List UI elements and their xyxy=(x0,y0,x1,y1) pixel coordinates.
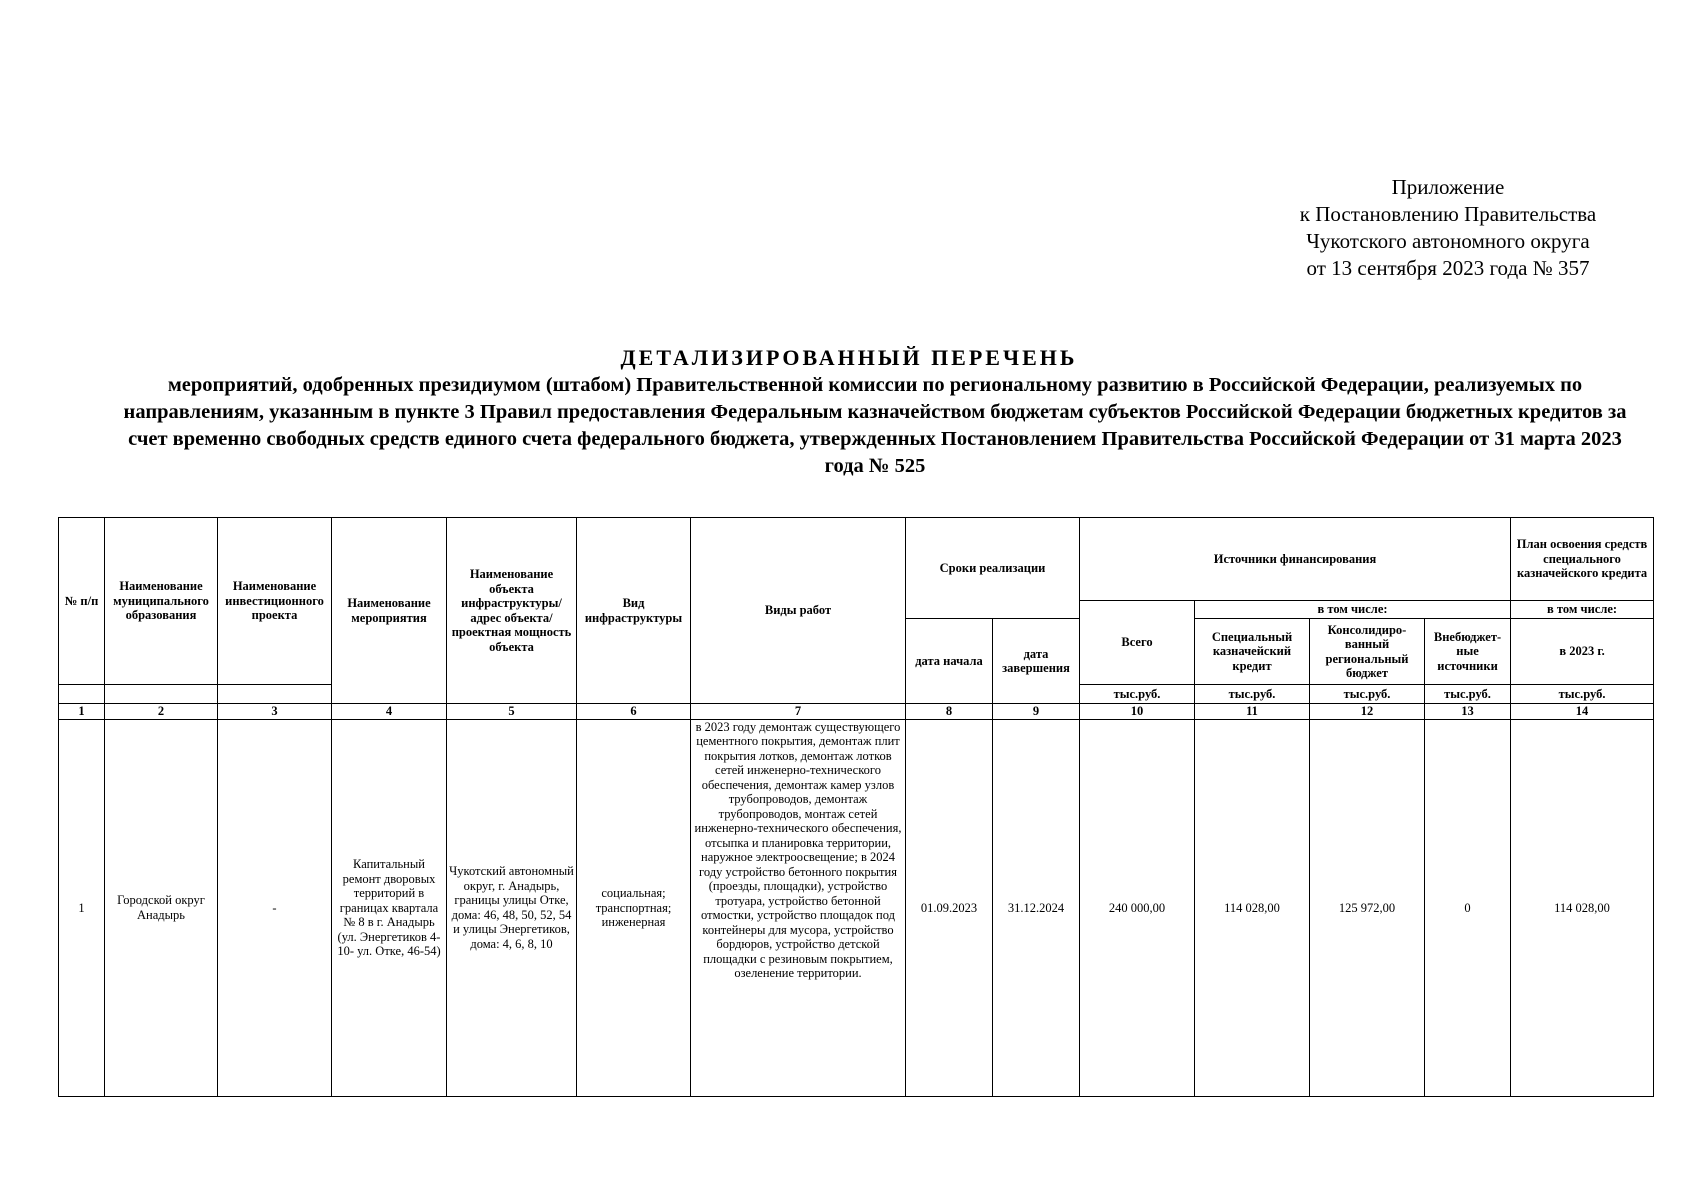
header-sources: Источники финансирования xyxy=(1080,518,1511,601)
header-special-credit: Специальный казначейский кредит xyxy=(1195,619,1310,685)
header-empty-cell xyxy=(105,685,218,704)
column-number: 11 xyxy=(1195,704,1310,720)
header-year-2023: в 2023 г. xyxy=(1511,619,1654,685)
column-number: 12 xyxy=(1310,704,1425,720)
column-number: 14 xyxy=(1511,704,1654,720)
appendix-block xyxy=(1268,174,1628,282)
document-subtitle: мероприятий, одобренных президиумом (штабом) Правительственной комиссии по региональному развитию в Российской Федерации, реализуемых по направлениям, указанным в пункте 3 Правил предоставления Федеральным казначейством бюджетам субъектов Российской Федерации бюджетных кредитов за счет временно свободных средств единого счета федерального бюджета, утвержденных Постановлением Правительства Российской Федерации от 31 марта 2023 года № 525 xyxy=(123,374,1627,477)
unit-cell: тыс.руб. xyxy=(1310,685,1425,704)
header-including: в том числе: xyxy=(1195,601,1511,619)
table-row xyxy=(59,719,1654,1097)
header-project: Наименование инвестиционного проекта xyxy=(218,518,332,685)
cell-extrabudget: 0 xyxy=(1425,719,1511,1097)
header-plan-including: в том числе: xyxy=(1511,601,1654,619)
header-infra-type: Вид инфраструктуры xyxy=(577,518,691,704)
unit-cell: тыс.руб. xyxy=(1080,685,1195,704)
header-works: Виды работ xyxy=(691,518,906,704)
header-consolidated-budget: Консолидиро-ванный региональный бюджет xyxy=(1310,619,1425,685)
cell-consolidated-budget: 125 972,00 xyxy=(1310,719,1425,1097)
column-number: 2 xyxy=(105,704,218,720)
unit-cell: тыс.руб. xyxy=(1425,685,1511,704)
header-start-date: дата начала xyxy=(906,619,993,704)
header-plan: План освоения средств специального казначейского кредита xyxy=(1511,518,1654,601)
column-number: 6 xyxy=(577,704,691,720)
unit-cell: тыс.руб. xyxy=(1195,685,1310,704)
header-period: Сроки реализации xyxy=(906,518,1080,619)
appendix-line-4: от 13 сентября 2023 года № 357 xyxy=(1306,256,1590,280)
column-number: 9 xyxy=(993,704,1080,720)
cell-special-credit: 114 028,00 xyxy=(1195,719,1310,1097)
cell-project: - xyxy=(218,719,332,1097)
column-number: 3 xyxy=(218,704,332,720)
header-event: Наименование мероприятия xyxy=(332,518,447,704)
header-object: Наименование объекта инфраструктуры/ адрес объекта/ проектная мощность объекта xyxy=(447,518,577,704)
cell-works: в 2023 году демонтаж существующего цементного покрытия, демонтаж плит покрытия лотков, демонтаж лотков сетей инженерно-технического обеспечения, демонтаж камер узлов трубопроводов, демонтаж трубопроводов, монтаж сетей инженерно-технического обеспечения, отсыпка и планировка территории, наружное электроосвещение; в 2024 году устройство бетонного покрытия (проезды, площадки), устройство тротуара, устройство бетонной отмостки, устройство площадок под контейнеры для мусора, устройство бордюров, устройство детской площадки с резиновым покрытием, озеленение территории. xyxy=(691,719,906,1097)
header-municipality: Наименование муниципального образования xyxy=(105,518,218,685)
header-end-date: дата завершения xyxy=(993,619,1080,704)
appendix-line-2: к Постановлению Правительства xyxy=(1299,202,1597,226)
cell-municipality: Городской округ Анадырь xyxy=(105,719,218,1097)
header-num: № п/п xyxy=(59,518,105,685)
cell-end-date: 31.12.2024 xyxy=(993,719,1080,1097)
header-extrabudget: Внебюджет-ные источники xyxy=(1425,619,1511,685)
column-number: 8 xyxy=(906,704,993,720)
events-table xyxy=(58,517,1654,1097)
cell-object: Чукотский автономный округ, г. Анадырь, границы улицы Отке, дома: 46, 48, 50, 52, 54 и улицы Энергетиков, дома: 4, 6, 8, 10 xyxy=(447,719,577,1097)
cell-num: 1 xyxy=(59,719,105,1097)
unit-cell: тыс.руб. xyxy=(1511,685,1654,704)
header-empty-cell xyxy=(218,685,332,704)
cell-event: Капитальный ремонт дворовых территорий в границах квартала № 8 в г. Анадырь (ул. Энергетиков 4-10- ул. Отке, 46-54) xyxy=(332,719,447,1097)
cell-infra-type: социальная; транспортная; инженерная xyxy=(577,719,691,1097)
header-total: Всего xyxy=(1080,601,1195,685)
column-number: 4 xyxy=(332,704,447,720)
appendix-line-3: Чукотского автономного округа xyxy=(1306,229,1590,253)
column-number: 10 xyxy=(1080,704,1195,720)
column-number: 13 xyxy=(1425,704,1511,720)
cell-start-date: 01.09.2023 xyxy=(906,719,993,1097)
column-number: 7 xyxy=(691,704,906,720)
column-number: 1 xyxy=(59,704,105,720)
cell-plan-2023: 114 028,00 xyxy=(1511,719,1654,1097)
document-title: ДЕТАЛИЗИРОВАННЫЙ ПЕРЕЧЕНЬ xyxy=(620,345,1078,370)
column-number: 5 xyxy=(447,704,577,720)
cell-total: 240 000,00 xyxy=(1080,719,1195,1097)
appendix-line-1: Приложение xyxy=(1391,175,1505,199)
header-empty-cell xyxy=(59,685,105,704)
